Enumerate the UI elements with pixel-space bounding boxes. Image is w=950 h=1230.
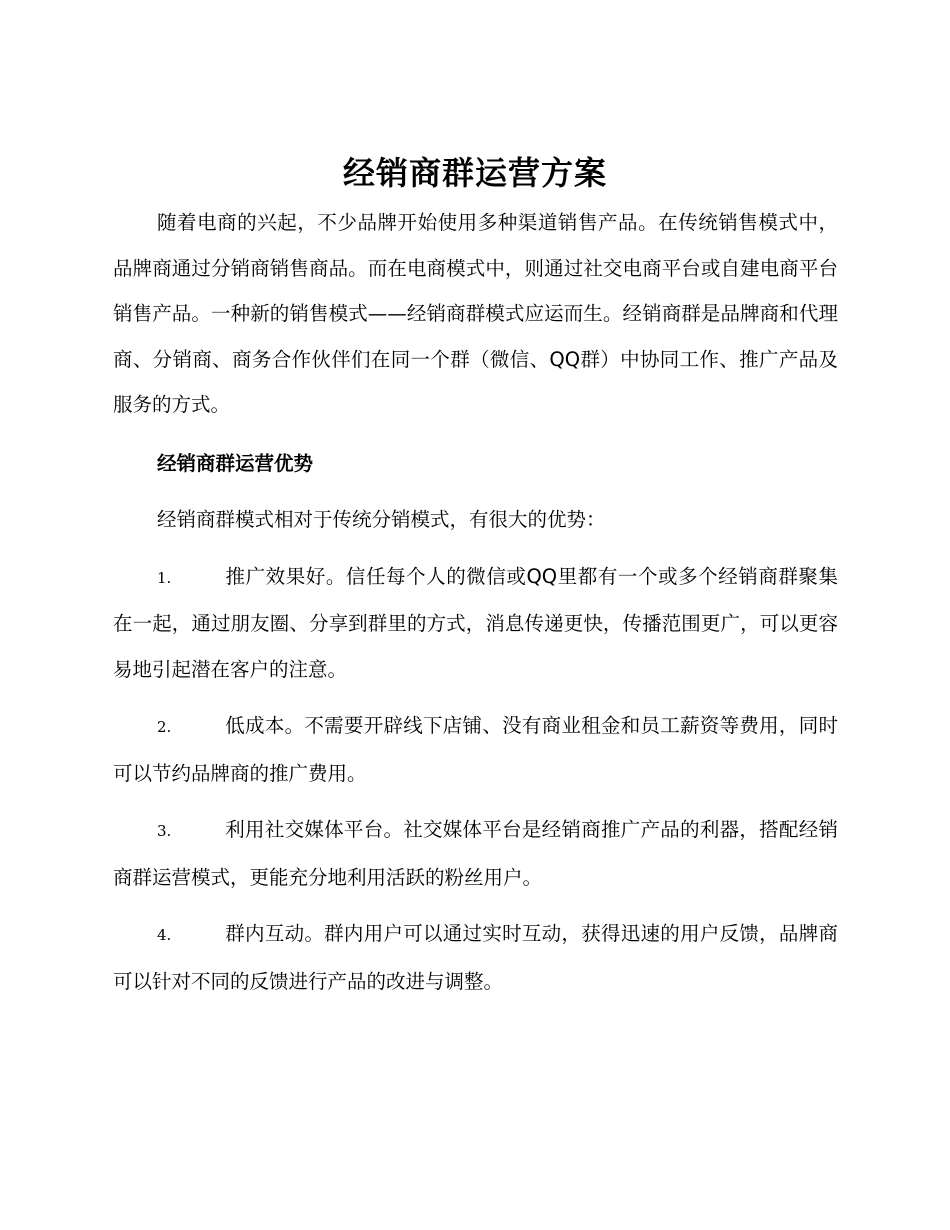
document-body [113,200,838,1015]
list-item-text: 利用社交媒体平台。社交媒体平台是经销商推广产品的利器，搭配经销商群运营模式，更能充分地利用活跃的粉丝用户。 [113,818,838,889]
list-item-number: 2. [157,718,172,736]
list-item-number: 1. [157,568,172,587]
list-item-number: 4. [157,926,172,944]
list-item [113,911,838,1004]
section-heading: 经销商群运营优势 [157,451,314,475]
section-lead-paragraph: 经销商群模式相对于传统分销模式，有很大的优势： [157,508,606,531]
intro-paragraph: 随着电商的兴起，不少品牌开始使用多种渠道销售产品。在传统销售模式中，品牌商通过分销商销售商品。而在电商模式中，则通过社交电商平台或自建电商平台销售产品。一种新的销售模式——经销商群模式应运而生。经销商群是品牌商和代理商、分销商、商务合作伙伴们在同一个群（微信、QQ群）中协同工作、推广产品及服务的方式。 [113,211,838,416]
list-item [113,807,838,900]
document-title: 经销商群运营方案 [342,154,607,192]
list-item-text: 推广效果好。信任每个人的微信或QQ里都有一个或多个经销商群聚集在一起，通过朋友圈、分享到群里的方式，消息传递更快，传播范围更广，可以更容易地引起潜在客户的注意。 [113,564,838,681]
list-item-number: 3. [157,822,172,840]
list-item-text: 低成本。不需要开辟线下店铺、没有商业租金和员工薪资等费用，同时可以节约品牌商的推广费用。 [113,714,838,785]
list-item [113,554,838,693]
list-item [113,703,838,796]
list-item-text: 群内互动。群内用户可以通过实时互动，获得迅速的用户反馈，品牌商可以针对不同的反馈进行产品的改进与调整。 [113,922,838,993]
